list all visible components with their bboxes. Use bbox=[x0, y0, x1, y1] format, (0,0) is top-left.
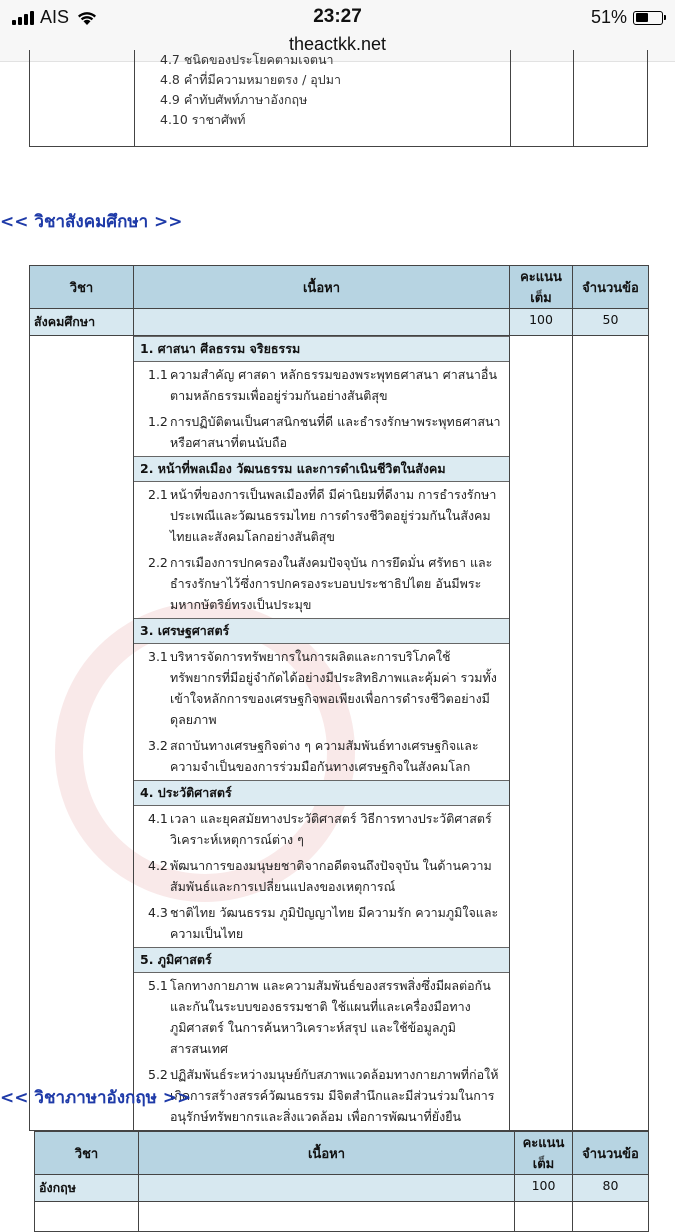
topic-item-number: 1.2 bbox=[148, 414, 168, 429]
topic-item bbox=[134, 362, 509, 409]
topic-item-text: การเมืองการปกครองในสังคมปัจจุบัน การยึดมั่น ศรัทธา และธำรงรักษาไว้ซึ่งการปกครองระบอบประชาธิปไตย อันมีพระมหากษัตริย์ทรงเป็นประมุข bbox=[170, 555, 493, 612]
english-syllabus-table bbox=[34, 1131, 649, 1232]
url-text: theactkk.net bbox=[288, 34, 387, 54]
topic-item-number: 5.1 bbox=[148, 978, 168, 993]
topic-item-number: 2.1 bbox=[148, 487, 168, 502]
header-count: จำนวนข้อ bbox=[573, 266, 649, 309]
top-line: 4.9 คำทับศัพท์ภาษาอังกฤษ bbox=[160, 92, 308, 107]
topic-item-number: 4.1 bbox=[148, 811, 168, 826]
header-subject: วิชา bbox=[30, 266, 134, 309]
topic-item bbox=[134, 482, 509, 550]
topic-item-text: โลกทางกายภาพ และความสัมพันธ์ของสรรพสิ่งซึ่งมีผลต่อกันและกันในระบบของธรรมชาติ ใช้แผนที่และเครื่องมือทางภูมิศาสตร์ ในการค้นหาวิเคราะห์สรุป และใช้ข้อมูลภูมิสารสนเทศ bbox=[170, 978, 491, 1056]
topic-item-number: 3.1 bbox=[148, 649, 168, 664]
topic-item-number: 3.2 bbox=[148, 738, 168, 753]
status-right bbox=[591, 7, 663, 28]
social-syllabus-table bbox=[29, 265, 649, 1131]
topic-item bbox=[134, 644, 509, 733]
header-content: เนื้อหา bbox=[139, 1132, 515, 1175]
topic-item bbox=[134, 806, 509, 853]
battery-icon bbox=[633, 11, 663, 25]
subject-score: 100 bbox=[510, 309, 573, 336]
topic-item-text: พัฒนาการของมนุษยชาติจากอดีตจนถึงปัจจุบัน ในด้านความสัมพันธ์และการเปลี่ยนแปลงของเหตุการณ์ bbox=[170, 858, 492, 894]
header-count: จำนวนข้อ bbox=[573, 1132, 649, 1175]
topic-heading: 3. เศรษฐศาสตร์ bbox=[133, 618, 510, 644]
thai-syllabus-table-tail bbox=[29, 50, 648, 147]
top-line: 4.7 ชนิดของประโยคตามเจตนา bbox=[160, 52, 334, 67]
topic-item-number: 2.2 bbox=[148, 555, 168, 570]
english-section-title: << วิชาภาษาอังกฤษ >> bbox=[0, 1088, 192, 1108]
topic-heading: 5. ภูมิศาสตร์ bbox=[133, 947, 510, 973]
topic-item-text: สถาบันทางเศรษฐกิจต่าง ๆ ความสัมพันธ์ทางเศรษฐกิจและความจำเป็นของการร่วมมือกันทางเศรษฐกิจในสังคมโลก bbox=[170, 738, 479, 774]
topic-item bbox=[134, 853, 509, 900]
topic-heading: 2. หน้าที่พลเมือง วัฒนธรรม และการดำเนินชีวิตในสังคม bbox=[133, 456, 510, 482]
social-section-title: << วิชาสังคมศึกษา >> bbox=[0, 212, 183, 232]
topic-heading: 1. ศาสนา ศีลธรรม จริยธรรม bbox=[133, 336, 510, 362]
subject-score: 100 bbox=[515, 1175, 573, 1202]
subject-name: สังคมศึกษา bbox=[30, 309, 134, 336]
topic-item-text: ความสำคัญ ศาสดา หลักธรรมของพระพุทธศาสนา ศาสนาอื่นตามหลักธรรมเพื่ออยู่ร่วมกันอย่างสันติสุข bbox=[170, 367, 497, 403]
header-score: คะแนนเต็ม bbox=[510, 266, 573, 309]
top-line: 4.8 คำที่มีความหมายตรง / อุปมา bbox=[160, 72, 341, 87]
topic-item bbox=[134, 900, 509, 947]
topic-item bbox=[134, 409, 509, 456]
header-score: คะแนนเต็ม bbox=[515, 1132, 573, 1175]
subject-name: อังกฤษ bbox=[35, 1175, 139, 1202]
topic-item-number: 4.3 bbox=[148, 905, 168, 920]
topic-item-text: ปฏิสัมพันธ์ระหว่างมนุษย์กับสภาพแวดล้อมทางกายภาพที่ก่อให้เกิดการสร้างสรรค์วัฒนธรรม มีจิตสำนึกและมีส่วนร่วมในการอนุรักษ์ทรัพยากรและสิ่งแวดล้อม เพื่อการพัฒนาที่ยั่งยืน bbox=[170, 1067, 499, 1124]
carrier-name: AIS bbox=[40, 7, 70, 27]
topic-item-number: 4.2 bbox=[148, 858, 168, 873]
status-bar bbox=[0, 0, 675, 34]
topic-heading: 4. ประวัติศาสตร์ bbox=[133, 780, 510, 806]
header-content: เนื้อหา bbox=[134, 266, 510, 309]
subject-count: 50 bbox=[573, 309, 649, 336]
topic-item-text: เวลา และยุคสมัยทางประวัติศาสตร์ วิธีการทางประวัติศาสตร์วิเคราะห์เหตุการณ์ต่าง ๆ bbox=[170, 811, 492, 847]
topic-item bbox=[134, 973, 509, 1062]
content-cell bbox=[134, 336, 510, 1131]
topic-item-number: 5.2 bbox=[148, 1067, 168, 1082]
topic-item-text: การปฏิบัติตนเป็นศาสนิกชนที่ดี และธำรงรักษาพระพุทธศาสนาหรือศาสนาที่ตนนับถือ bbox=[170, 414, 501, 450]
clock: 23:27 bbox=[313, 6, 362, 27]
top-line: 4.10 ราชาศัพท์ bbox=[160, 112, 246, 127]
page-content[interactable] bbox=[0, 52, 675, 1200]
topic-item bbox=[134, 550, 509, 618]
topic-item-text: บริหารจัดการทรัพยากรในการผลิตและการบริโภคใช้ทรัพยากรที่มีอยู่จำกัดได้อย่างมีประสิทธิภาพและคุ้มค่า รวมทั้งเข้าใจหลักการของเศรษฐกิจพอเพียงเพื่อการดำรงชีวิตอย่างมีดุลยภาพ bbox=[170, 649, 497, 727]
topic-item bbox=[134, 733, 509, 780]
subject-count: 80 bbox=[573, 1175, 649, 1202]
topic-item-text: ชาติไทย วัฒนธรรม ภูมิปัญญาไทย มีความรัก ความภูมิใจและความเป็นไทย bbox=[170, 905, 499, 941]
top-lines bbox=[160, 50, 341, 130]
topic-item-text: หน้าที่ของการเป็นพลเมืองที่ดี มีค่านิยมที่ดีงาม การธำรงรักษาประเพณีและวัฒนธรรมไทย การดำรงชีวิตอยู่ร่วมกันในสังคมไทยและสังคมโลกอย่างสันติสุข bbox=[170, 487, 497, 544]
topic-item-number: 1.1 bbox=[148, 367, 168, 382]
header-subject: วิชา bbox=[35, 1132, 139, 1175]
battery-percent: 51% bbox=[590, 7, 627, 27]
